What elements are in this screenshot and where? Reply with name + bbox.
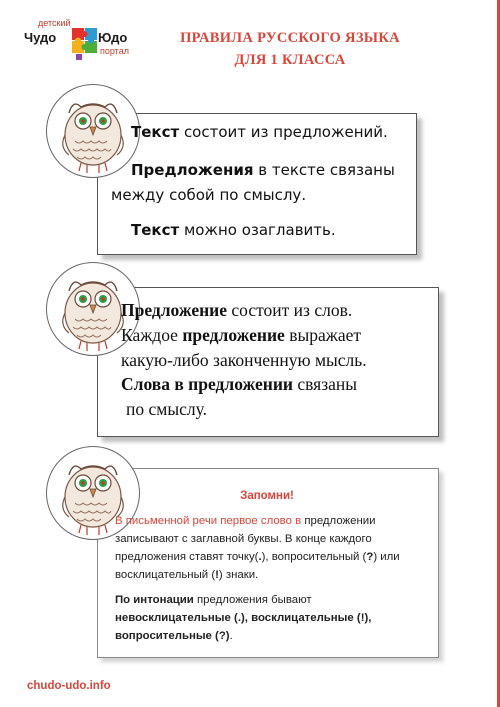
- rule-line: [121, 300, 352, 321]
- rule-text: Каждое: [121, 325, 183, 345]
- rule-line: [115, 551, 400, 563]
- rule-line: [115, 630, 233, 642]
- rule-line: [131, 161, 395, 179]
- rule-line: [115, 515, 376, 527]
- site-logo[interactable]: [20, 18, 130, 66]
- punct-mark: .: [258, 551, 262, 563]
- logo-top-word: детский: [38, 18, 71, 28]
- puzzle-logo-icon: [68, 26, 102, 62]
- rule-text: предложения ставят точку(: [115, 551, 259, 563]
- rule-line: [121, 325, 361, 346]
- rule-keyword: вопросительные (?): [115, 630, 230, 642]
- page-title: [140, 27, 440, 71]
- logo-word-right: Юдо: [98, 30, 128, 45]
- rule-text: ) или: [373, 551, 400, 563]
- rule-keyword: Предложение: [121, 300, 228, 320]
- highlight-text: В письменной речи первое слово в: [115, 515, 305, 527]
- rule-text: можно озаглавить.: [179, 221, 336, 239]
- rule-keyword: По интонации: [115, 594, 194, 606]
- rule-text: связаны: [292, 374, 358, 394]
- rule-line: по смыслу.: [126, 399, 207, 419]
- rule-text: в тексте связаны: [253, 161, 395, 179]
- page-title-line2: ДЛЯ 1 КЛАССА: [234, 52, 346, 68]
- rule-text: ), вопросительный (: [261, 551, 367, 563]
- rule-text: .: [229, 630, 233, 642]
- rule-text: ) знаки.: [218, 569, 259, 581]
- page-title-line1: ПРАВИЛА РУССКОГО ЯЗЫКА: [180, 30, 400, 46]
- site-url-link[interactable]: chudo-udo.info: [27, 680, 111, 692]
- rule-keyword: Текст: [131, 221, 180, 239]
- logo-bottom-word: портал: [100, 46, 129, 56]
- remember-heading: Запомни!: [240, 490, 294, 502]
- rule-text: восклицательный (: [115, 569, 216, 581]
- rule-text: предложения бывают: [193, 594, 312, 606]
- rule-line: [131, 221, 336, 239]
- rule-line: записывают с заглавной буквы. В конце каждого: [115, 533, 372, 545]
- rule-text: выражает: [284, 325, 361, 345]
- rule-line: [131, 123, 388, 141]
- rule-line: какую-либо законченную мысль.: [121, 350, 367, 370]
- punct-mark: ?: [366, 551, 374, 563]
- rule-text: состоит из слов.: [227, 300, 353, 320]
- rule-line: [115, 569, 258, 581]
- owl-illustration: [55, 91, 131, 175]
- rule-line: [121, 374, 357, 395]
- rule-keyword: Слова в предложении: [121, 374, 293, 394]
- rule-keyword: Предложения: [131, 161, 254, 179]
- punct-mark: !: [215, 569, 219, 581]
- rule-keyword: предложение: [182, 325, 285, 345]
- rule-line: между собой по смыслу.: [111, 186, 307, 204]
- rule-line: невосклицательные (.), восклицательные (!),: [115, 612, 372, 624]
- rule-line: [115, 594, 312, 606]
- owl-illustration: [55, 269, 131, 353]
- owl-badge: [46, 84, 140, 178]
- rule-keyword: Текст: [131, 123, 180, 141]
- rule-text: предложении: [304, 515, 376, 527]
- logo-word-left: Чудо: [24, 30, 57, 45]
- rule-text: состоит из предложений.: [179, 123, 388, 141]
